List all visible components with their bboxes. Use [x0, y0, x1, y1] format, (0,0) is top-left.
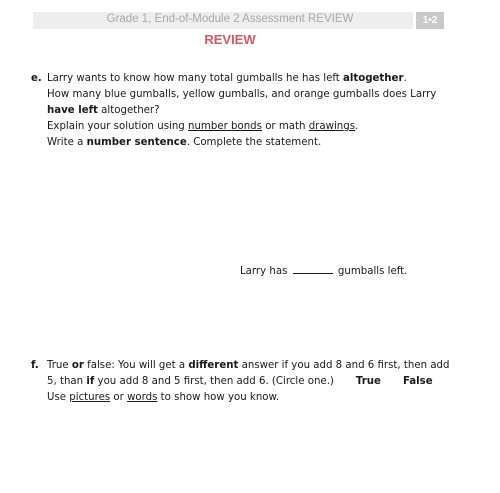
question-line: Explain your solution using number bonds or math drawings.	[47, 121, 359, 132]
question-line: Larry wants to know how many total gumballs he has left altogether.	[47, 73, 407, 84]
answer-statement	[240, 266, 407, 277]
true-option[interactable]: True	[355, 376, 381, 387]
question-line: Write a number sentence. Complete the statement.	[47, 137, 322, 148]
false-option[interactable]: False	[402, 376, 433, 387]
question-line: True or false: You will get a different answer if you add 8 and 6 first, then add	[47, 360, 450, 371]
answer-text-before: Larry has	[240, 266, 288, 277]
question-line: 5, than if you add 8 and 5 first, then add 6. (Circle one.) True False	[47, 376, 433, 387]
question-line: Use pictures or words to show how you know.	[47, 392, 280, 403]
answer-text-after: gumballs left.	[337, 266, 408, 277]
answer-blank[interactable]	[293, 273, 333, 274]
header-title: Grade 1, End-of-Module 2 Assessment REVIEW	[106, 13, 354, 25]
question-line: How many blue gumballs, yellow gumballs, and orange gumballs does Larry	[47, 89, 437, 100]
question-line: have left altogether?	[47, 105, 160, 116]
review-title: REVIEW	[204, 32, 256, 47]
module-badge: 1•2	[416, 12, 444, 29]
question-letter: f.	[31, 360, 39, 371]
question-letter: e.	[31, 73, 42, 84]
